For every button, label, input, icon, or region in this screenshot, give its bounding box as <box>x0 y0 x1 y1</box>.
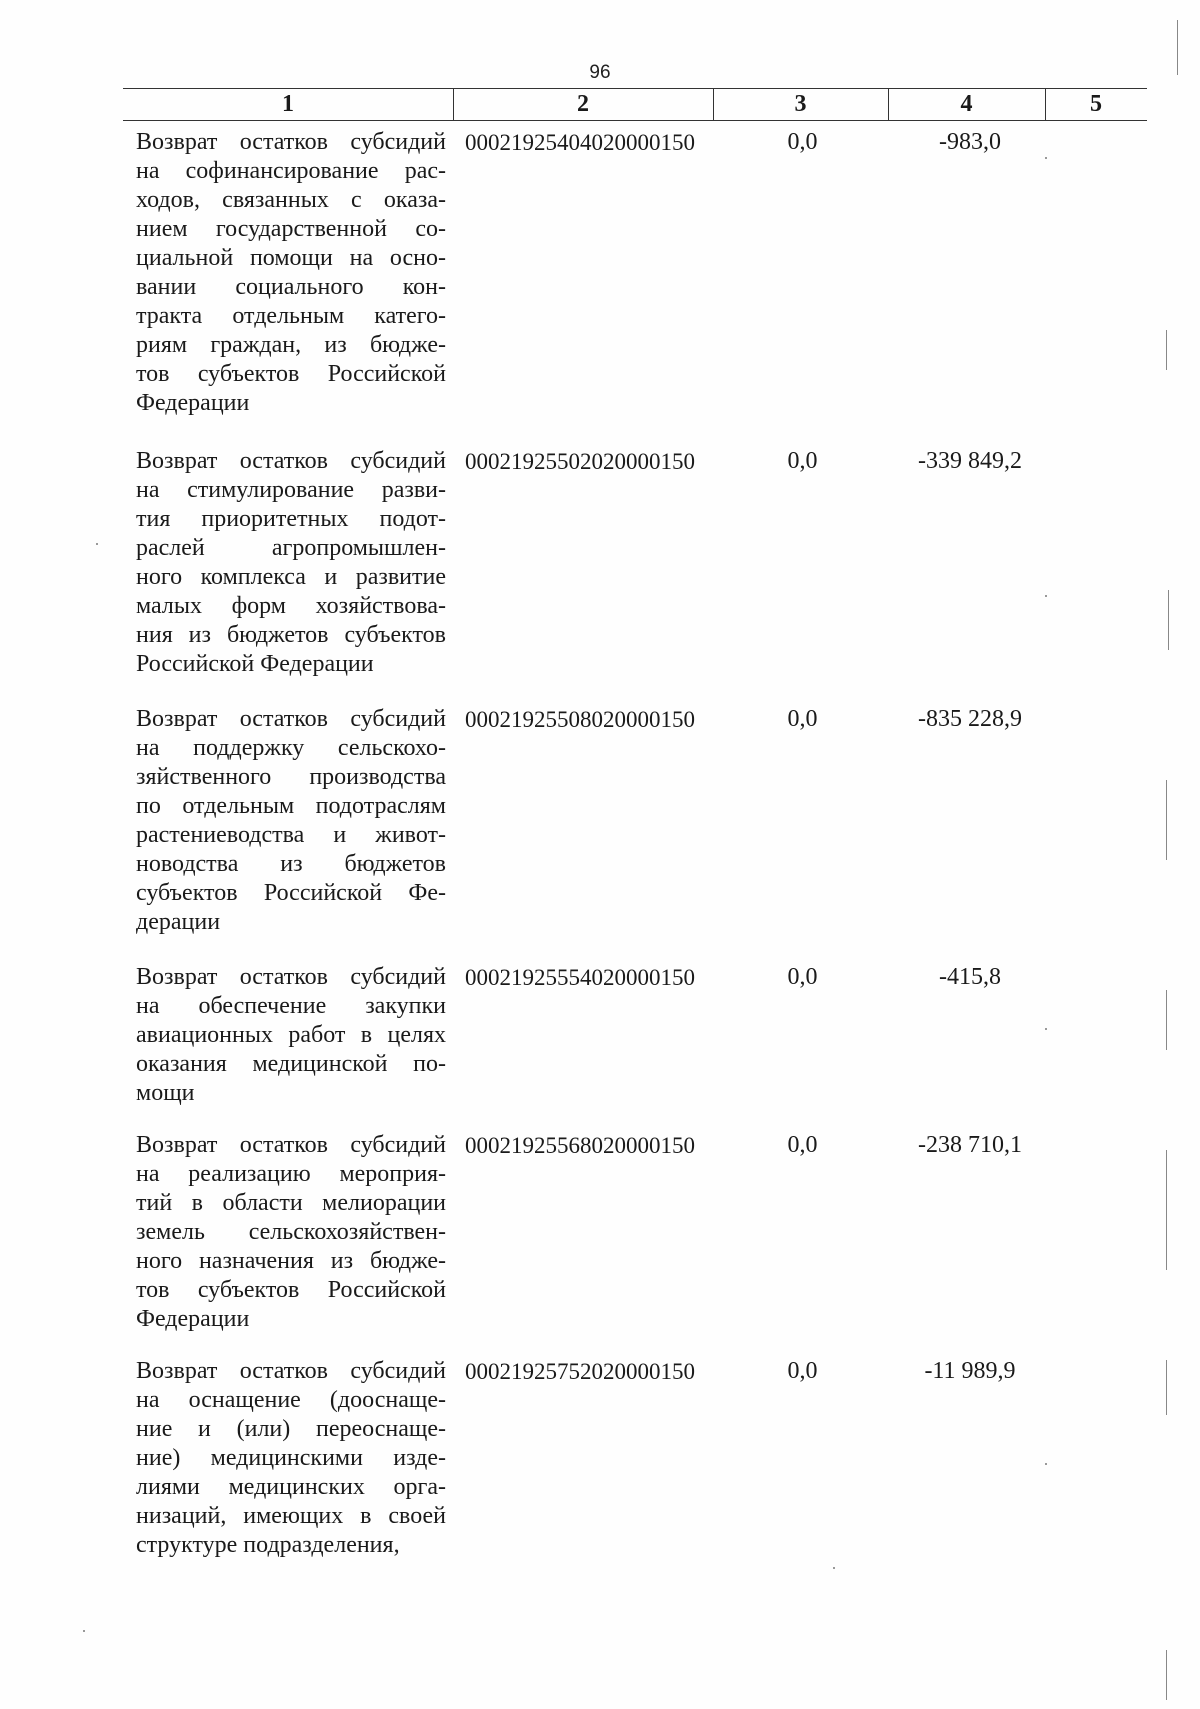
row-description <box>136 128 446 418</box>
description-line: ние) медицинскими изде- <box>136 1445 446 1471</box>
column-header-1: 1 <box>282 91 294 117</box>
description-line: оказания медицинской по- <box>136 1051 446 1077</box>
scan-artifact <box>96 543 98 545</box>
description-line: на софинансирование рас- <box>136 158 446 184</box>
column-4-value: -835 228,9 <box>918 706 1022 732</box>
description-line: циальной помощи на осно- <box>136 245 446 271</box>
description-line: субъектов Российской Фе- <box>136 880 446 906</box>
column-header-4: 4 <box>960 91 973 117</box>
description-line: нием государственной со- <box>136 216 446 242</box>
description-line: вании социального кон- <box>136 274 446 300</box>
description-line: ходов, связанных с оказа- <box>136 187 446 213</box>
description-line: Возврат остатков субсидий <box>136 706 446 732</box>
description-line: на оснащение (дооснаще- <box>136 1387 446 1413</box>
description-line: тия приоритетных подот- <box>136 506 446 532</box>
description-line: тов субъектов Российской <box>136 1277 446 1303</box>
scan-artifact <box>1045 1463 1047 1465</box>
description-line: низаций, имеющих в своей <box>136 1503 446 1529</box>
scan-artifact <box>1177 20 1178 75</box>
description-line: Федерации <box>136 390 250 416</box>
row-description <box>136 447 446 679</box>
header-bottom-rule <box>123 120 1147 121</box>
column-4-value: -238 710,1 <box>918 1132 1022 1158</box>
budget-code: 00021925568020000150 <box>465 1133 695 1158</box>
description-line: Российской Федерации <box>136 651 374 677</box>
scan-artifact <box>1045 595 1047 597</box>
column-4-value: -415,8 <box>939 964 1001 990</box>
scan-artifact <box>1166 780 1167 860</box>
description-line: на реализацию мероприя- <box>136 1161 446 1187</box>
column-3-value: 0,0 <box>787 448 818 474</box>
description-line: Федерации <box>136 1306 250 1332</box>
scan-artifact <box>1045 1028 1047 1030</box>
description-line: на стимулирование разви- <box>136 477 446 503</box>
description-line: земель сельскохозяйствен- <box>136 1219 446 1245</box>
column-3-value: 0,0 <box>787 129 818 155</box>
row-description <box>136 1357 446 1560</box>
description-line: тов субъектов Российской <box>136 361 446 387</box>
description-line: раслей агропромышлен- <box>136 535 446 561</box>
description-line: дерации <box>136 909 221 935</box>
scan-artifact <box>833 1567 835 1569</box>
budget-code: 00021925404020000150 <box>465 130 695 155</box>
column-header-2: 2 <box>577 91 589 117</box>
description-line: ния из бюджетов субъектов <box>136 622 446 648</box>
column-header-3: 3 <box>794 91 807 117</box>
description-line: ного комплекса и развитие <box>136 564 446 590</box>
description-line: тракта отдельным катего- <box>136 303 446 329</box>
description-line: структуре подразделения, <box>136 1532 400 1558</box>
description-line: Возврат остатков субсидий <box>136 964 446 990</box>
description-line: Возврат остатков субсидий <box>136 448 446 474</box>
scan-artifact <box>1166 1150 1167 1270</box>
scan-artifact <box>1166 1360 1167 1415</box>
column-3-value: 0,0 <box>787 964 818 990</box>
column-header-5: 5 <box>1090 91 1102 117</box>
description-line: Возврат остатков субсидий <box>136 1358 446 1384</box>
description-line: авиационных работ в целях <box>136 1022 446 1048</box>
description-line: Возврат остатков субсидий <box>136 129 446 155</box>
budget-code: 00021925502020000150 <box>465 449 695 474</box>
description-line: лиями медицинских орга- <box>136 1474 446 1500</box>
row-description <box>136 963 446 1108</box>
column-4-value: -339 849,2 <box>918 448 1022 474</box>
row-description <box>136 1131 446 1334</box>
description-line: тий в области мелиорации <box>136 1190 446 1216</box>
budget-code: 00021925554020000150 <box>465 965 695 990</box>
column-3-value: 0,0 <box>787 1132 818 1158</box>
description-line: ного назначения из бюдже- <box>136 1248 446 1274</box>
scan-artifact <box>1166 990 1167 1050</box>
description-line: растениеводства и живот- <box>136 822 446 848</box>
budget-code: 00021925508020000150 <box>465 707 695 732</box>
column-4-value: -11 989,9 <box>924 1358 1016 1384</box>
scan-artifact <box>1168 590 1169 650</box>
column-3-value: 0,0 <box>787 706 818 732</box>
scan-artifact <box>1045 157 1047 159</box>
scan-artifact <box>83 1630 85 1632</box>
description-line: мощи <box>136 1080 195 1106</box>
description-line: по отдельным подотраслям <box>136 793 446 819</box>
description-line: Возврат остатков субсидий <box>136 1132 446 1158</box>
row-description <box>136 705 446 937</box>
description-line: на обеспечение закупки <box>136 993 446 1019</box>
page-number: 96 <box>589 62 611 83</box>
description-line: малых форм хозяйствова- <box>136 593 446 619</box>
description-line: зяйственного производства <box>136 764 446 790</box>
description-line: риям граждан, из бюдже- <box>136 332 446 358</box>
column-3-value: 0,0 <box>787 1358 818 1384</box>
budget-code: 00021925752020000150 <box>465 1359 695 1384</box>
description-line: новодства из бюджетов <box>136 851 446 877</box>
scan-artifact <box>1166 330 1167 370</box>
description-line: на поддержку сельскохо- <box>136 735 446 761</box>
description-line: ние и (или) переоснаще- <box>136 1416 446 1442</box>
scan-artifact <box>1166 1650 1167 1700</box>
column-4-value: -983,0 <box>939 129 1001 155</box>
